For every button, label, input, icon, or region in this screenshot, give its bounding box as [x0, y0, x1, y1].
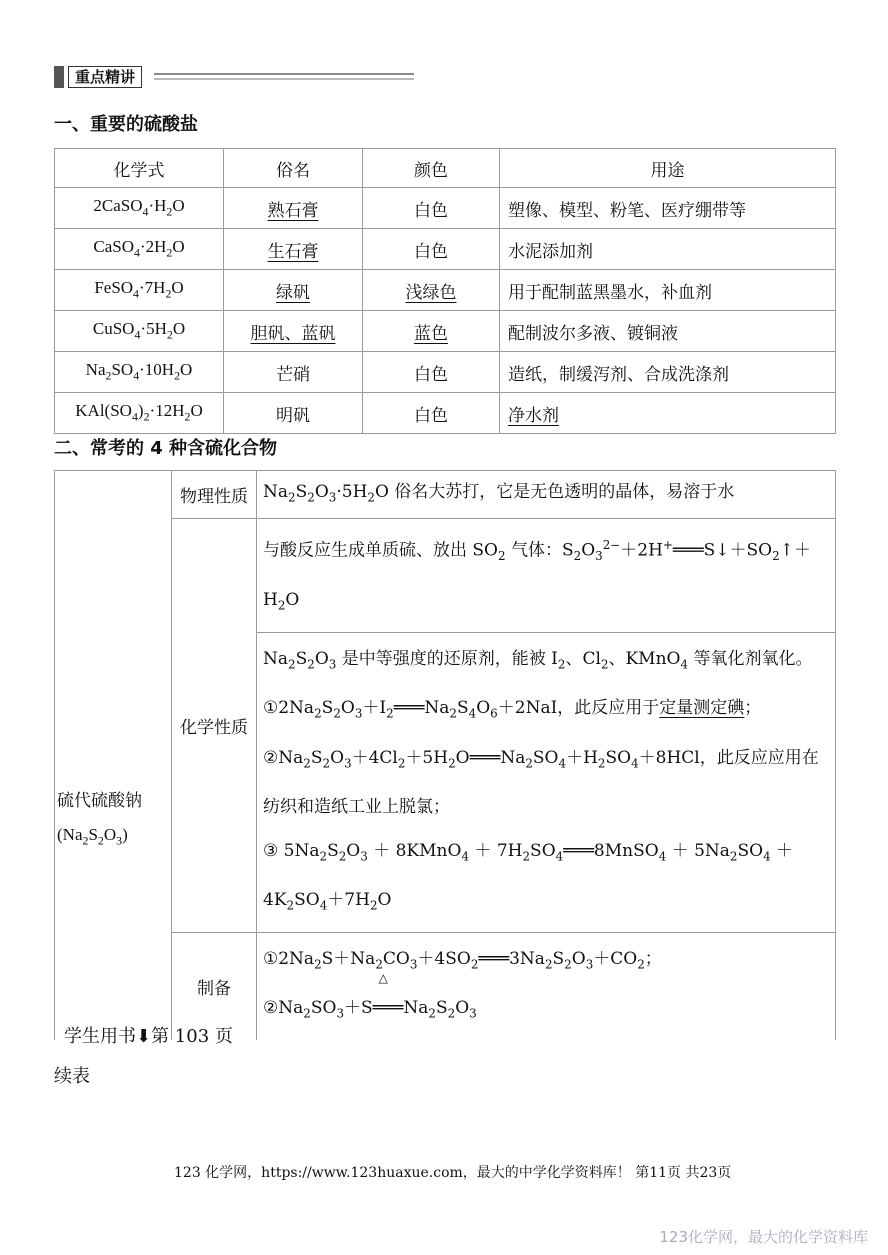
formula-cell: $KAl(SO_4)_2\cdot 12H_2O$ [55, 393, 224, 434]
prep-label: 制备 [172, 932, 257, 1039]
use-cell: 塑像、模型、粉笔、医疗绷带等 [500, 188, 836, 229]
preparation: $①2Na_2S+Na_2CO_3+4SO_2═══3Na_2S_2O_3+CO_2$； $②Na_2SO_3+S$ △ $═══Na_2S_2O_3$ [257, 932, 836, 1039]
physical-label: 物理性质 [172, 471, 257, 519]
table-row [55, 270, 836, 311]
tag-rule [154, 73, 414, 75]
table-row [55, 393, 836, 434]
table-row [55, 229, 836, 270]
table-row [55, 311, 836, 352]
header-cell: 化学式 [55, 149, 224, 188]
common-name: 生石膏 [267, 241, 319, 262]
common-name: 芒硝 [224, 352, 363, 393]
compound-cell [55, 471, 172, 1040]
common-name: 明矾 [224, 393, 363, 434]
thiosulfate-table [54, 470, 836, 1040]
watermark-text: 123化学网，最大的化学资料库 [659, 1228, 868, 1246]
compound-formula: $(Na_2S_2O_3)$ [57, 824, 128, 847]
use-cell: 配制波尔多液、镀铜液 [500, 311, 836, 352]
book-page-reference: 学生用书⬇第 103 页 [64, 1026, 233, 1047]
compound-name: 硫代硫酸钠 [57, 790, 142, 811]
formula-cell: $Na_2SO_4\cdot 10H_2O$ [55, 352, 224, 393]
color-cell: 浅绿色 [405, 282, 457, 303]
physical-properties: $Na_2S_2O_3\cdot 5H_2O$ 俗名大苏打，它是无色透明的晶体，易溶于水 [257, 471, 836, 519]
use-cell: 水泥添加剂 [500, 229, 836, 270]
heading-sulfates: 一、重要的硫酸盐 [54, 114, 198, 135]
header-cell: 用途 [500, 149, 836, 188]
table-row [55, 471, 836, 519]
table-row [55, 188, 836, 229]
common-name: 绿矾 [276, 282, 310, 303]
heading-sulfur-compounds: 二、常考的 4 种含硫化合物 [54, 438, 278, 459]
acid-reaction: 与酸反应生成单质硫、放出 $SO_2$ 气体：$S_2O_3^{2-}+2H^+═══S↓+SO_2↑+H_2O$ [257, 519, 836, 632]
use-cell: 造纸，制缓泻剂、合成洗涤剂 [500, 352, 836, 393]
common-name: 熟石膏 [267, 200, 319, 221]
page-footer: 123 化学网，https://www.123huaxue.com，最大的中学化学资料库！ 第11页 共23页 [174, 1165, 732, 1181]
sulfate-table [54, 148, 836, 434]
color-cell: 白色 [363, 393, 500, 434]
tag-stripe [54, 66, 64, 88]
color-cell: 白色 [363, 352, 500, 393]
header-cell: 俗名 [224, 149, 363, 188]
continued-label: 续表 [54, 1066, 90, 1087]
use-cell: 净水剂 [508, 405, 559, 426]
formula-cell: $FeSO_4\cdot 7H_2O$ [55, 270, 224, 311]
table-row [55, 352, 836, 393]
common-name: 胆矾、蓝矾 [250, 323, 336, 344]
section-tag-label: 重点精讲 [68, 66, 142, 88]
tag-rule [154, 78, 414, 80]
chemical-label: 化学性质 [172, 519, 257, 932]
use-cell: 用于配制蓝黑墨水，补血剂 [500, 270, 836, 311]
table-row [55, 519, 836, 632]
header-cell: 颜色 [363, 149, 500, 188]
table-header-row [55, 149, 836, 188]
color-cell: 白色 [363, 188, 500, 229]
section-tag [54, 66, 414, 88]
formula-cell: $CaSO_4\cdot 2H_2O$ [55, 229, 224, 270]
redox-reactions: $Na_2S_2O_3$ 是中等强度的还原剂，能被 $I_2$、$Cl_2$、KMnO$_4$ 等氧化剂氧化。 $①2Na_2S_2O_3+I_2═══Na_2S_4O_6+2NaI$，此反应用于定量测定碘； $②Na_2S_2O_3+4Cl_2+5H_2O═══Na_2SO_4+H_2SO_4+8HCl$，此反应应用在纺织和造纸工业上脱氯； ③ $5Na_2S_2O_3$ ＋ 8KMnO$_4$ ＋ $7H_2SO_4═══8MnSO_4 + 5Na_2SO_4 + 4K_2SO_4+7H_2O$ [257, 632, 836, 932]
color-cell: 白色 [363, 229, 500, 270]
color-cell: 蓝色 [414, 323, 448, 344]
formula-cell: $CuSO_4\cdot 5H_2O$ [55, 311, 224, 352]
formula-cell: $2CaSO_4\cdot H_2O$ [55, 188, 224, 229]
